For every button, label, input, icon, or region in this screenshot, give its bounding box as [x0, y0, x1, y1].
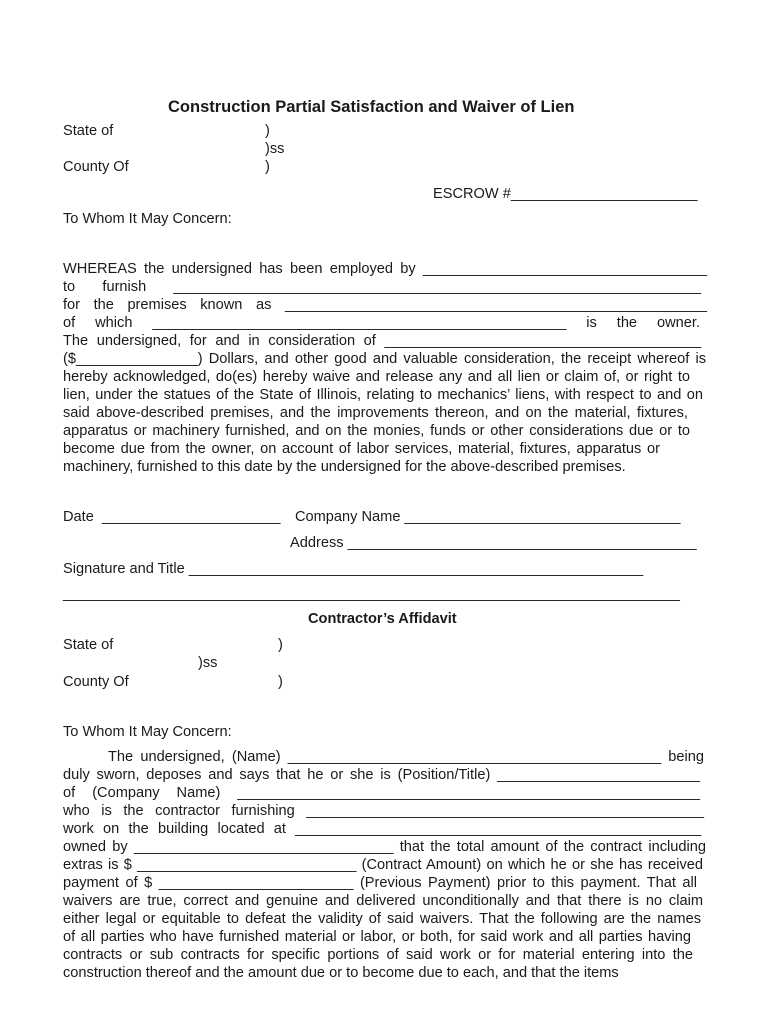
body-line: apparatus or machinery furnished, and on the monies, funds or other considerations due or to	[63, 423, 690, 439]
body-line: construction thereof and the amount due or to become due to each, and that the items	[63, 965, 619, 981]
body-line: payment of $ ________________________ (Previous Payment) prior to this payment. That all	[63, 875, 697, 891]
affidavit-title: Contractor’s Affidavit	[308, 611, 457, 627]
venue-paren: )	[265, 123, 270, 139]
body-line: become due from the owner, on account of labor services, material, fixtures, apparatus or	[63, 441, 660, 457]
body-line: machinery, furnished to this date by the undersigned for the above-described premises.	[63, 459, 626, 475]
venue-paren: )	[278, 674, 283, 690]
date-field[interactable]: Date ______________________	[63, 509, 281, 525]
body-line: of which ___________________________________________________ is the owner.	[63, 315, 700, 331]
body-line: WHEREAS the undersigned has been employed by ___________________________________	[63, 261, 707, 277]
body-line: The undersigned, for and in consideration of _______________________________________	[63, 333, 701, 349]
body-line: duly sworn, deposes and says that he or she is (Position/Title) _________________________	[63, 767, 700, 783]
escrow-field[interactable]: ESCROW #_______________________	[433, 186, 698, 202]
body-line: The undersigned, (Name) ______________________________________________ being	[108, 749, 704, 765]
greeting: To Whom It May Concern:	[63, 211, 232, 227]
body-line: either legal or equitable to defeat the validity of said waivers. That the following are the names	[63, 911, 701, 927]
county-of-label: County Of	[63, 674, 129, 690]
body-line: for the premises known as ____________________________________________________	[63, 297, 707, 313]
body-line: extras is $ ___________________________ (Contract Amount) on which he or she has received	[63, 857, 703, 873]
body-line: hereby acknowledged, do(es) hereby waive and release any and all lien or claim of, or right to	[63, 369, 690, 385]
body-line: ($_______________) Dollars, and other good and valuable consideration, the receipt whereof is	[63, 351, 706, 367]
greeting: To Whom It May Concern:	[63, 724, 232, 740]
ss-label: )ss	[265, 141, 285, 157]
state-of-label: State of	[63, 637, 114, 653]
body-line: waivers are true, correct and genuine and delivered unconditionally and that there is no claim	[63, 893, 703, 909]
venue-paren: )	[278, 637, 283, 653]
body-line: work on the building located at __________________________________________________	[63, 821, 701, 837]
body-line: of all parties who have furnished material or labor, or both, for said work and all parties having	[63, 929, 691, 945]
body-line: of (Company Name) _________________________________________________________	[63, 785, 700, 801]
county-of-label: County Of	[63, 159, 129, 175]
venue-paren: )	[265, 159, 270, 175]
address-field[interactable]: Address ___________________________________________	[290, 535, 697, 551]
signature-title-field[interactable]: Signature and Title ________________________________________________________	[63, 561, 644, 577]
body-line: said above-described premises, and the improvements thereon, and on the material, fixtures,	[63, 405, 688, 421]
divider-line: ____________________________________________________________________________	[63, 586, 680, 602]
state-of-label: State of	[63, 123, 114, 139]
page-title: Construction Partial Satisfaction and Waiver of Lien	[168, 98, 575, 116]
company-name-field[interactable]: Company Name __________________________________	[295, 509, 681, 525]
body-line: contracts or sub contracts for specific portions of said work or for material entering into the	[63, 947, 693, 963]
body-line: to furnish _________________________________________________________________	[63, 279, 701, 295]
body-line: owned by ________________________________ that the total amount of the contract including	[63, 839, 706, 855]
body-line: who is the contractor furnishing _________________________________________________	[63, 803, 704, 819]
body-line: lien, under the statues of the State of Illinois, relating to mechanics’ liens, with respect to and on	[63, 387, 703, 403]
ss-label: )ss	[198, 655, 218, 671]
